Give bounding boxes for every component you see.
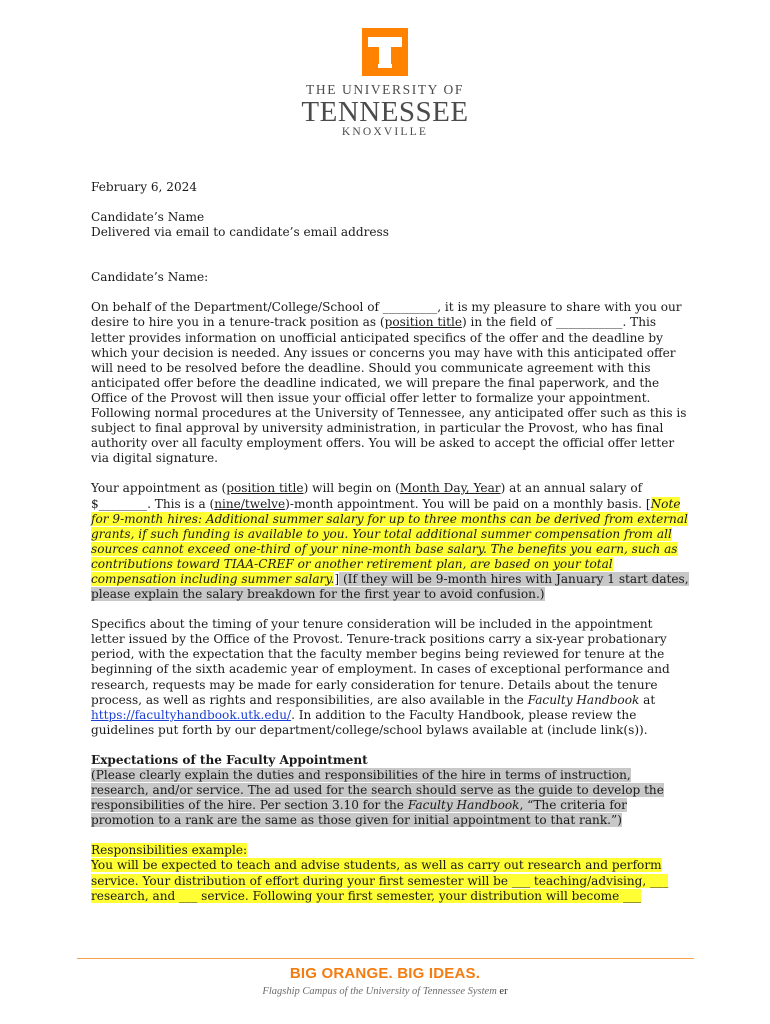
- delivery-line: Delivered via email to candidate’s email address: [91, 225, 389, 240]
- footer-slogan: BIG ORANGE. BIG IDEAS.: [289, 965, 481, 982]
- university-logo: [0, 28, 770, 139]
- logo-line-2: TENNESSEE: [301, 96, 469, 128]
- salutation: Candidate’s Name:: [91, 270, 209, 285]
- logo-line-1: THE UNIVERSITY OF: [306, 82, 464, 97]
- power-t-logo-icon: [362, 28, 408, 76]
- candidate-name: Candidate’s Name: [91, 210, 205, 225]
- paragraph-tenure: Specifics about the timing of your tenure consideration will be included in the appointment letter issued by the Office of the Provost. Tenure-track positions carry a six-year probationary period, with the expectation that the faculty member begins being reviewed for tenure at the beginning of the sixth academic year of employment. In cases of exceptional performance and research, requests may be made for early consideration for tenure. Details about the tenure process, as well as rights and responsibilities, are also available in the Faculty Handbook at https://facultyhandbook.utk.edu/. In addition to the Faculty Handbook, please review the guidelines put forth by our department/college/school bylaws available at (include link(s)).: [91, 617, 670, 737]
- letter-date: February 6, 2024: [91, 180, 198, 194]
- expectations-heading: Expectations of the Faculty Appointment: [91, 752, 368, 767]
- expectations-text: (Please clearly explain the duties and responsibilities of the hire in terms of instruction, research, and/or service. The ad used for the search should serve as the guide to develop the responsibilities of the hire. Per section 3.10 for the Faculty Handbook, “The criteria for promotion to a rank are the same as those given for initial appointment to that rank.”): [91, 768, 664, 828]
- letter-body: [91, 180, 689, 904]
- footer-divider: [77, 958, 694, 959]
- logo-line-3: KNOXVILLE: [341, 126, 429, 138]
- paragraph-offer: On behalf of the Department/College/School of _________, it is my pleasure to share with you our desire to hire you in a tenure-track position as (position title) in the field of ___________. This letter provides information on unofficial anticipated specifics of the offer and the deadline by which your decision is needed. Any issues or concerns you may have with this anticipated offer will need to be resolved before the deadline. Should you communicate agreement with this anticipated offer before the deadline indicated, we will prepare the final paperwork, and the Office of the Provost will then issue your official offer letter to formalize your appointment. Following normal procedures at the University of Tennessee, any anticipated offer such as this is subject to final approval by university administration, in particular the Provost, who has final authority over all faculty employment offers. You will be asked to accept the official offer letter via digital signature.: [91, 300, 687, 466]
- paragraph-appointment: Your appointment as (position title) will begin on (Month Day, Year) at an annual salary of $________. This is a (nine/twelve)-month appointment. You will be paid on a monthly basis. [Note for 9-month hires: Additional summer salary for up to three months can be derived from external grants, if such funding is available to you. Your total additional summer compensation from all sources cannot exceed one-third of your nine-month base salary. The benefits you earn, such as contributions toward TIAA-CREF or another retirement plan, are based on your total compensation including summer salary.] (If they will be 9-month hires with January 1 start dates, please explain the salary breakdown for the first year to avoid confusion.): [91, 481, 689, 602]
- summer-salary-note: Note for 9-month hires: Additional summer salary for up to three months can be derived from external grants, if such funding is available to you. Your total additional summer compensation from all sources cannot exceed one-third of your nine-month base salary. The benefits you earn, such as contributions toward TIAA-CREF or another retirement plan, are based on your total compensation including summer salary.: [91, 496, 688, 586]
- responsibilities-text: You will be expected to teach and advise students, as well as carry out research and perform service. Your distribution of effort during your first semester will be ___ teaching/advising, ___ research, and ___ service. Following your first semester, your distribution will become ___: [91, 858, 669, 903]
- responsibilities-label: Responsibilities example:: [91, 843, 248, 858]
- footer-subline: Flagship Campus of the University of Tennessee System er: [262, 986, 508, 997]
- salary-breakdown-note: (If they will be 9-month hires with January 1 start dates, please explain the salary breakdown for the first year to avoid confusion.): [91, 571, 689, 602]
- faculty-handbook-link[interactable]: https://facultyhandbook.utk.edu/: [91, 707, 292, 722]
